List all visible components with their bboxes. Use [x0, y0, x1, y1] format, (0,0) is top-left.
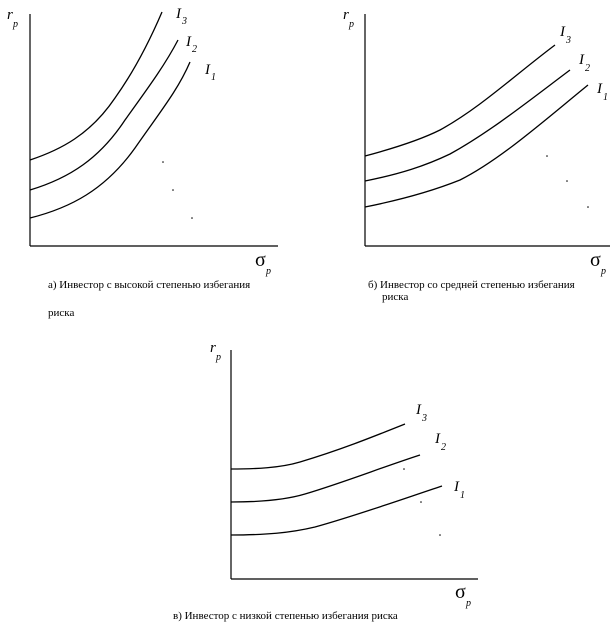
panel-c-dot [420, 501, 422, 503]
panel-b-x-sub: p [601, 266, 606, 277]
panel-a-dot [162, 161, 164, 163]
panel-c-curve-i1 [231, 486, 442, 535]
panel-c-dot [439, 534, 441, 536]
panel-c-x-sub: p [466, 598, 471, 609]
panel-c-label-i1: I [454, 479, 459, 495]
panel-b-label-i3: I [560, 24, 565, 40]
panel-c-y-sub: p [216, 352, 221, 363]
panel-a [7, 6, 278, 319]
panel-a-label-i3-sub: 3 [182, 16, 187, 27]
panel-b-label-i2: I [579, 52, 584, 68]
panel-b-label-i1: I [597, 81, 602, 97]
panel-c-curve-i3 [231, 424, 405, 469]
panel-b-label-i2-sub: 2 [585, 63, 590, 74]
panel-b-caption-line1: б) Инвестор со средней степенью избегания [368, 279, 575, 291]
panel-b-label-i3-sub: 3 [566, 35, 571, 46]
panel-c-label-i2: I [435, 431, 440, 447]
panel-c-x-label: σ [455, 581, 466, 603]
panel-b-dot [546, 155, 548, 157]
panel-c-curve-i2 [231, 455, 420, 502]
panel-a-label-i3: I [176, 6, 181, 22]
panel-c-caption: в) Инвестор с низкой степенью избегания риска [173, 610, 398, 622]
panel-a-label-i2: I [186, 34, 191, 50]
panel-c-label-i1-sub: 1 [460, 490, 465, 501]
panel-b-dot [566, 180, 568, 182]
panel-c-y-label: r [210, 340, 216, 356]
panel-a-dot [191, 217, 193, 219]
panel-a-y-sub: p [13, 19, 18, 30]
panel-b-curve-i3 [365, 45, 555, 156]
panel-a-dot [172, 189, 174, 191]
panel-a-caption-line1: а) Инвестор с высокой степенью избегания [48, 279, 251, 291]
panel-a-caption-line2: риска [48, 307, 75, 319]
panel-b-x-label: σ [590, 249, 601, 271]
panel-c-label-i3-sub: 3 [422, 413, 427, 424]
panel-c-label-i3: I [416, 402, 421, 418]
panel-b-dot [587, 206, 589, 208]
panel-a-label-i1-sub: 1 [211, 72, 216, 83]
panel-a-y-label: r [7, 7, 13, 23]
panel-a-label-i2-sub: 2 [192, 44, 197, 55]
panel-a-label-i1: I [205, 62, 210, 78]
panel-a-x-label: σ [255, 249, 266, 271]
panel-a-x-sub: p [266, 266, 271, 277]
panel-b [343, 7, 610, 303]
panel-b-y-sub: p [349, 19, 354, 30]
panel-a-curve-i2 [30, 40, 178, 190]
panel-c [173, 340, 478, 622]
panel-b-y-label: r [343, 7, 349, 23]
panel-c-label-i2-sub: 2 [441, 442, 446, 453]
panel-b-label-i1-sub: 1 [603, 92, 608, 103]
panel-b-caption-line2: риска [382, 291, 409, 303]
panel-c-dot [403, 468, 405, 470]
